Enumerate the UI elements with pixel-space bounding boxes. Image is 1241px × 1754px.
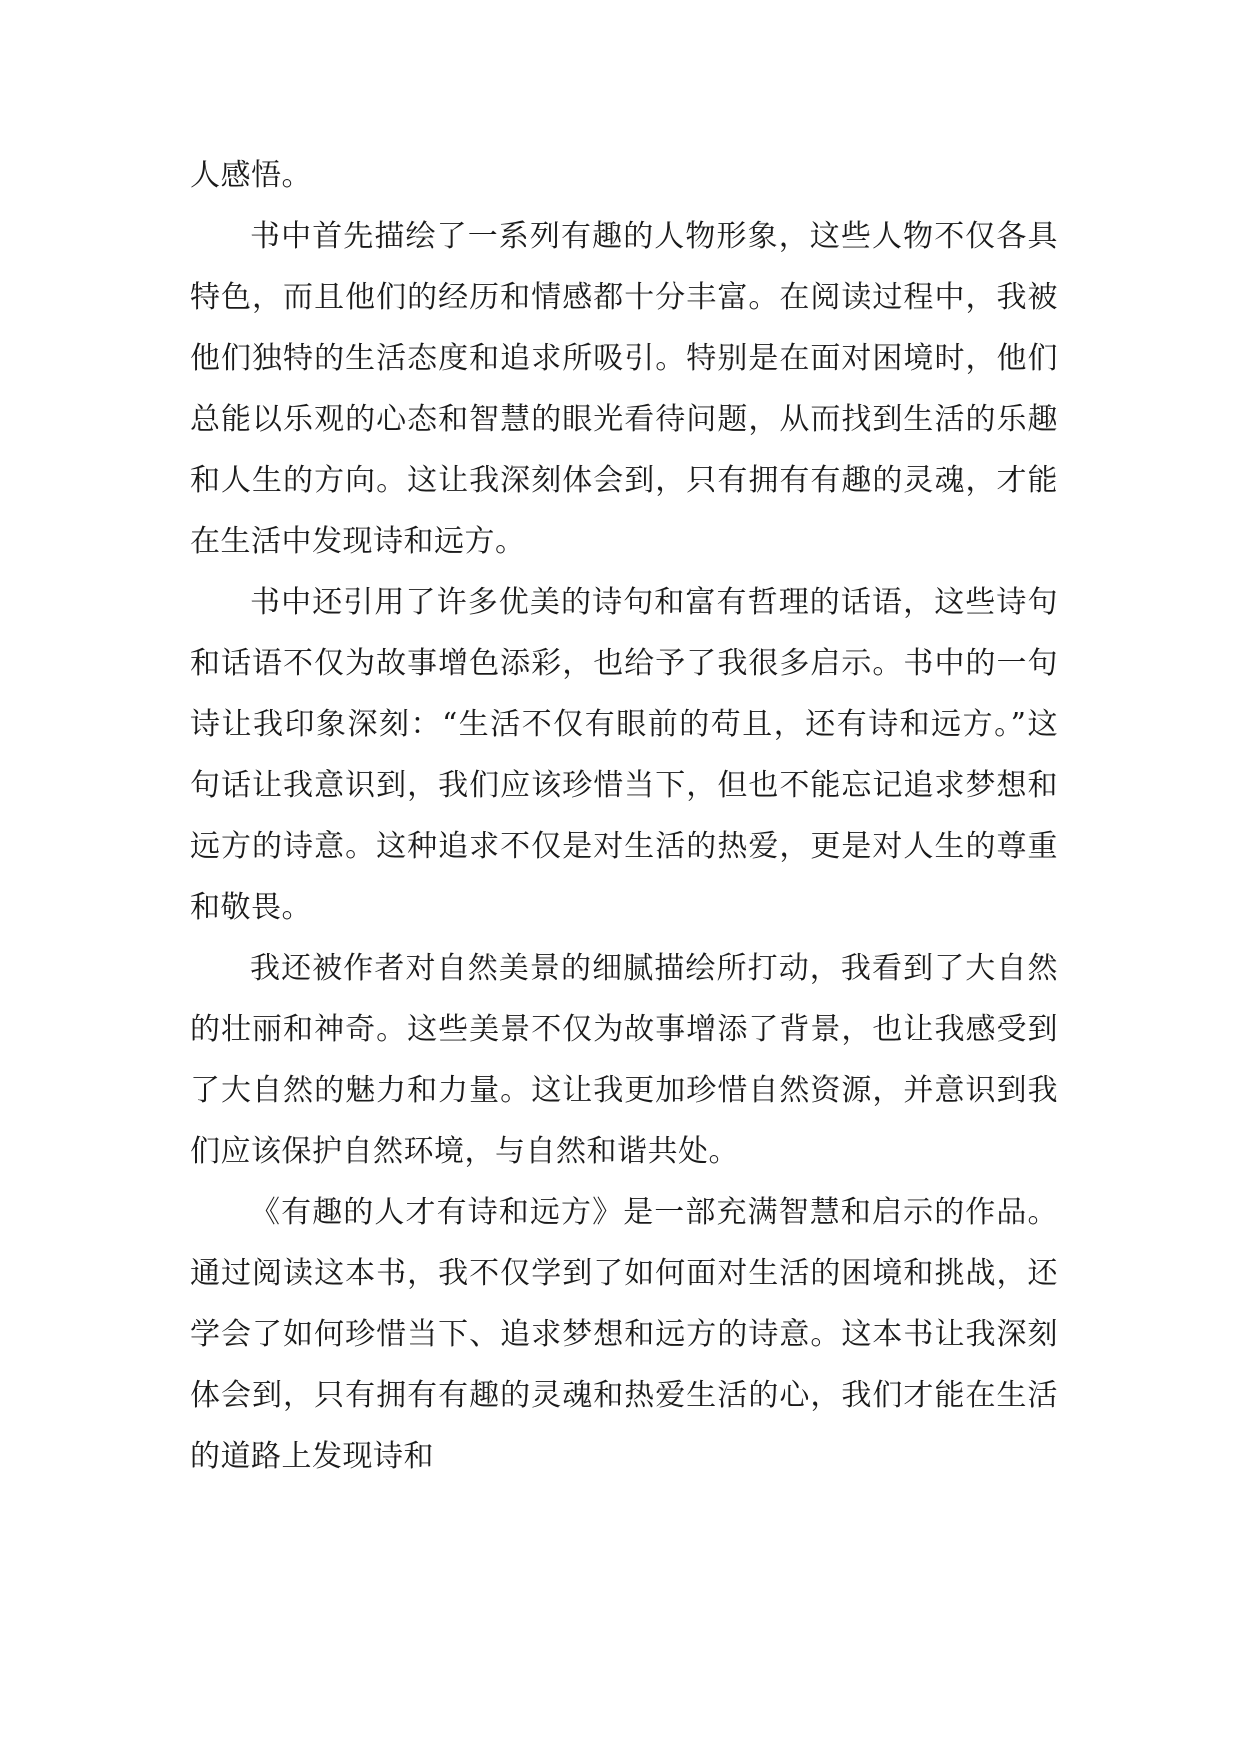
paragraph-continuation: 人感悟。 <box>190 158 312 193</box>
paragraph-conclusion: 《有趣的人才有诗和远方》是一部充满智慧和启示的作品。通过阅读这本书，我不仅学到了如何面对生活的困境和挑战，还学会了如何珍惜当下、追求梦想和远方的诗意。这本书让我深刻体会到，只有拥有有趣的灵魂和热爱生活的心，我们才能在生活的道路上发现诗和 <box>190 1195 1058 1474</box>
paragraph-poetry-quote: 书中还引用了许多优美的诗句和富有哲理的话语，这些诗句和话语不仅为故事增色添彩，也给予了我很多启示。书中的一句诗让我印象深刻：“生活不仅有眼前的苟且，还有诗和远方。”这句话让我意识到，我们应该珍惜当下，但也不能忘记追求梦想和远方的诗意。这种追求不仅是对生活的热爱，更是对人生的尊重和敬畏。 <box>190 585 1058 925</box>
body-text <box>190 145 1058 1487</box>
paragraph-characters: 书中首先描绘了一系列有趣的人物形象，这些人物不仅各具特色，而且他们的经历和情感都十分丰富。在阅读过程中，我被他们独特的生活态度和追求所吸引。特别是在面对困境时，他们总能以乐观的心态和智慧的眼光看待问题，从而找到生活的乐趣和人生的方向。这让我深刻体会到，只有拥有有趣的灵魂，才能在生活中发现诗和远方。 <box>190 219 1058 559</box>
paragraph-nature: 我还被作者对自然美景的细腻描绘所打动，我看到了大自然的壮丽和神奇。这些美景不仅为故事增添了背景，也让我感受到了大自然的魅力和力量。这让我更加珍惜自然资源，并意识到我们应该保护自然环境，与自然和谐共处。 <box>190 951 1058 1169</box>
